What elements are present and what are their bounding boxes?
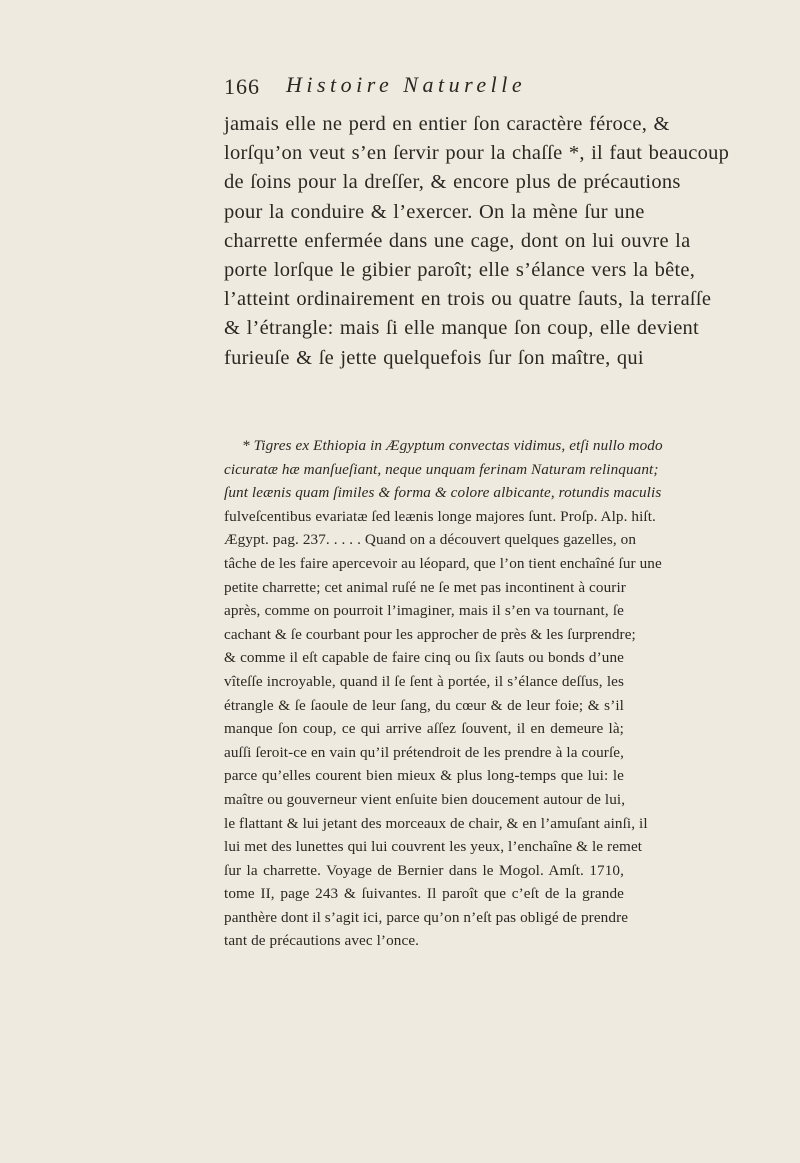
footnote-line: ſur la charrette. Voyage de Bernier dans le Mogol. Amſt. 1710, <box>224 861 624 879</box>
footnote-line: & comme il eſt capable de faire cinq ou ſix ſauts ou bonds d’une <box>224 649 624 667</box>
running-title: Histoire Naturelle <box>286 72 527 97</box>
body-line: furieuſe & ſe jette quelquefois ſur ſon maître, qui <box>224 346 644 369</box>
body-line: jamais elle ne perd en entier ſon caractère féroce, & <box>224 113 670 135</box>
footnote-line: tant de précautions avec l’once. <box>224 932 420 950</box>
footnote-line: étrangle & ſe ſaoule de leur ſang, du cœur & de leur foie; & s’il <box>224 696 624 714</box>
footnote-line: panthère dont il s’agit ici, parce qu’on n’eſt pas obligé de prendre <box>224 908 629 926</box>
footnote-line: parce qu’elles courent bien mieux & plus long-temps que lui: le <box>224 767 624 785</box>
body-line: pour la conduire & l’exercer. On la mène ſur une <box>224 200 645 223</box>
footnote-line: après, comme on pourroit l’imaginer, mais il s’en va tournant, ſe <box>224 602 624 620</box>
body-line: porte lorſque le gibier paroît; elle s’élance vers la bête, <box>224 259 696 282</box>
footnote-line: * Tigres ex Ethiopia in Ægyptum convectas vidimus, etſi nullo modo <box>242 437 663 454</box>
footnote-line: maître ou gouverneur vient enſuite bien doucement autour de lui, <box>224 790 626 808</box>
body-line: de ſoins pour la dreſſer, & encore plus de précautions <box>224 171 681 194</box>
footnote-line: le flattant & lui jetant des morceaux de chair, & en l’amuſant ainſi, il <box>224 814 648 832</box>
main-paragraph <box>224 110 730 373</box>
body-line: charrette enfermée dans une cage, dont on lui ouvre la <box>224 229 691 252</box>
body-line: l’atteint ordinairement en trois ou quatre ſauts, la terraſſe <box>224 288 712 311</box>
page-number: 166 <box>224 74 260 99</box>
footnote <box>224 434 663 953</box>
footnote-line: ſunt leænis quam ſimiles & forma & colore albicante, rotundis maculis <box>224 484 662 502</box>
footnote-line: petite charrette; cet animal ruſé ne ſe met pas incontinent à courir <box>224 578 626 596</box>
page-header <box>224 70 644 102</box>
footnote-line: auſſi ſeroit-ce en vain qu’il prétendroit de les prendre à la courſe, <box>224 743 624 761</box>
footnote-line: Ægypt. pag. 237. . . . . Quand on a découvert quelques gazelles, on <box>224 531 637 549</box>
footnote-line: tâche de les faire apercevoir au léopard, que l’on tient enchaîné ſur une <box>224 554 662 572</box>
body-line: & l’étrangle: mais ſi elle manque ſon coup, elle devient <box>224 317 699 340</box>
footnote-line: tome II, page 243 & ſuivantes. Il paroît que c’eſt de la grande <box>224 885 624 903</box>
footnote-line: cachant & ſe courbant pour les approcher de près & les ſurprendre; <box>224 625 636 643</box>
footnote-line: fulveſcentibus evariatæ ſed leænis longe majores ſunt. Proſp. Alp. hiſt. <box>224 507 656 525</box>
footnote-line: vîteſſe incroyable, quand il ſe ſent à portée, il s’élance deſſus, les <box>224 672 624 690</box>
footnote-line: manque ſon coup, ce qui arrive aſſez ſouvent, il en demeure là; <box>224 720 624 738</box>
body-line: lorſqu’on veut s’en ſervir pour la chaſſe *, il faut beaucoup <box>224 142 730 165</box>
footnote-line: cicuratæ hæ manſueſiant, neque unquam ferinam Naturam relinquant; <box>224 460 659 478</box>
footnote-line: lui met des lunettes qui lui couvrent les yeux, l’enchaîne & le remet <box>224 838 643 856</box>
